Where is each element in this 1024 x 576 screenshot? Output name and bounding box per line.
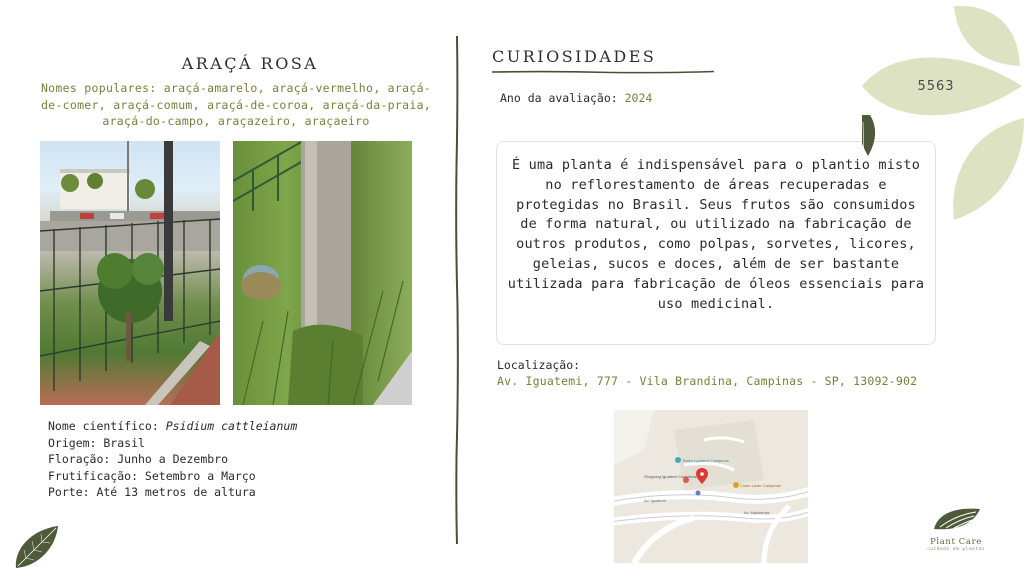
column-divider bbox=[455, 36, 459, 544]
evaluation-year-label: Ano da avaliação: bbox=[500, 91, 625, 105]
map-marker-teatro bbox=[675, 457, 681, 463]
curiosities-underline bbox=[492, 70, 714, 74]
scientific-name-row bbox=[48, 418, 297, 435]
scientific-name-label: Nome científico: bbox=[48, 419, 166, 433]
flowering-row: Floração: Junho a Dezembro bbox=[48, 452, 229, 467]
map-marker-clube bbox=[733, 482, 739, 488]
plant-title: ARAÇÁ ROSA bbox=[181, 54, 319, 73]
plant-details bbox=[48, 418, 297, 501]
location-map[interactable] bbox=[614, 410, 808, 563]
map-label-clube: Clube Lazer Campinas bbox=[740, 483, 781, 488]
curiosity-text: É uma planta é indispensável para o plantio misto no reflorestamento de áreas recuperadas e protegidas no Brasil. Seus frutos são consumidos de forma natural, ou utilizado na fabricação de outros produtos, como polpas, sorvetes, licores, geleias, sucos e doces, além de ser bastante utilizada para fabricação de óleos essenciais para uso medicinal. bbox=[496, 141, 936, 345]
map-label-teatro: Teatro Iguatemi Campinas bbox=[682, 458, 729, 463]
brand-logo bbox=[916, 505, 996, 552]
map-label-shopping: Shopping Iguatemi Campinas bbox=[644, 474, 697, 479]
size-row: Porte: Até 13 metros de altura bbox=[48, 485, 256, 500]
plant-photo-trunk bbox=[233, 141, 412, 405]
evaluation-year-value: 2024 bbox=[624, 91, 653, 105]
brand-name: Plant Care bbox=[930, 537, 982, 547]
location-label: Localização: bbox=[497, 358, 581, 372]
evaluation-year bbox=[500, 91, 652, 105]
location-address[interactable]: Av. Iguatemi, 777 - Vila Brandina, Campinas - SP, 13092-902 bbox=[497, 374, 918, 388]
fruiting-row: Frutificação: Setembro a Março bbox=[48, 468, 256, 483]
brand-tagline: cuidado em plantas bbox=[927, 547, 985, 552]
curiosities-title: CURIOSIDADES bbox=[492, 47, 657, 66]
plant-photo-street bbox=[40, 141, 220, 405]
scientific-name: Psidium cattleianum bbox=[165, 419, 298, 433]
leaf-bottom-left-icon bbox=[12, 524, 60, 570]
leaves-top-right-icon bbox=[862, 4, 1024, 224]
map-label-road-2: Av. Mackenzie bbox=[744, 510, 770, 515]
origin-row: Origem: Brasil bbox=[48, 435, 145, 450]
brand-leaf-icon bbox=[930, 505, 982, 531]
map-label-road-1: Av. Iguatemi bbox=[644, 498, 666, 503]
popular-names: Nomes populares: araçá-amarelo, araçá-vermelho, araçá-de-comer, araçá-comum, araçá-de-coroa, araçá-da-praia, araçá-do-campo, araçazeiro, araçaeiro bbox=[40, 81, 432, 128]
plant-code: 5563 bbox=[917, 79, 955, 94]
